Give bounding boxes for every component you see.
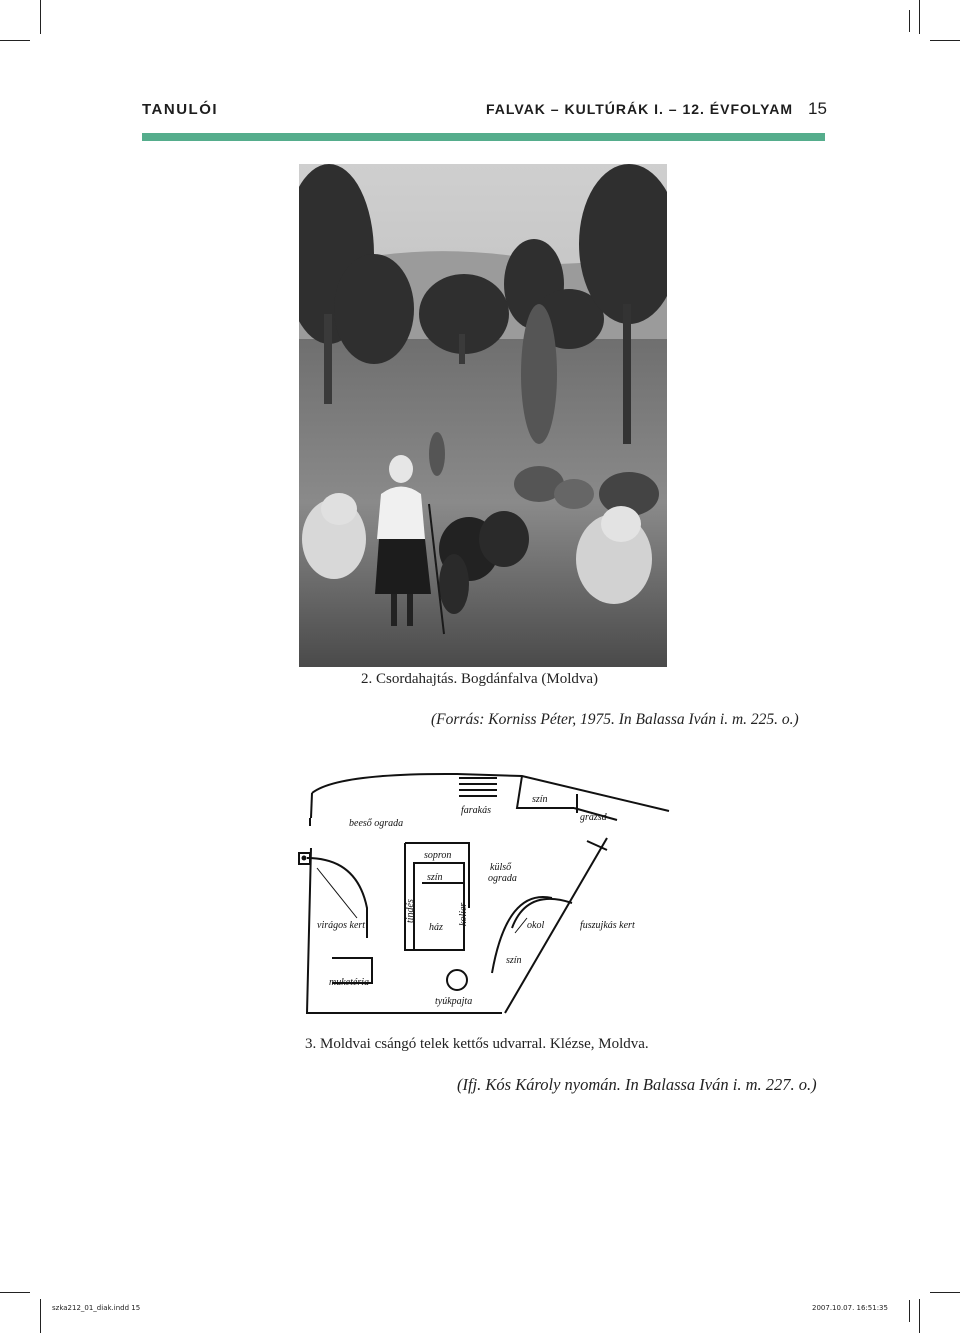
crop-mark (919, 0, 920, 34)
courtyard-site-plan (277, 758, 692, 1028)
crop-mark (0, 1292, 30, 1293)
plan-label-sopron: sopron (424, 850, 452, 861)
header-section-label: TANULÓI (142, 101, 219, 118)
plan-label-szin-top: szín (532, 794, 548, 805)
plan-label-szin-low: szín (506, 955, 522, 966)
plan-label-haz: ház (429, 922, 443, 933)
plan-label-kolier: kolier (458, 902, 469, 926)
crop-mark (909, 10, 910, 32)
page-number: 15 (808, 99, 827, 118)
crop-mark (909, 1300, 910, 1322)
slug-date: 2007.10.07. 16:51:35 (812, 1304, 888, 1312)
crop-mark (0, 40, 30, 41)
crop-mark (40, 1299, 41, 1333)
cattle-drive-photo (299, 164, 667, 667)
crop-mark (919, 1299, 920, 1333)
plan-label-fuszujkas-kert: fuszujkás kert (580, 920, 635, 931)
plan-label-muketeria: muketéria (329, 977, 369, 988)
plan-label-grazsd: grázsd (580, 812, 607, 823)
figure-source: (Ifj. Kós Károly nyomán. In Balassa Iván i. m. 227. o.) (457, 1075, 817, 1094)
crop-mark (930, 1292, 960, 1293)
figure-caption: 3. Moldvai csángó telek kettős udvarral. Klézse, Moldva. (305, 1036, 649, 1052)
plan-label-tyukpajta: tyúkpajta (435, 996, 473, 1007)
plan-label-szin-mid: szín (427, 872, 443, 883)
header-course-title: FALVAK – KULTÚRÁK I. – 12. ÉVFOLYAM (486, 101, 794, 117)
figure-source: (Forrás: Korniss Péter, 1975. In Balassa Iván i. m. 225. o.) (431, 711, 799, 728)
plan-label-ograda: ograda (488, 873, 517, 884)
crop-mark (40, 0, 41, 34)
header-accent-bar (142, 133, 825, 141)
plan-label-tinda: tindés (405, 899, 416, 923)
slug-file: szka212_01_diak.indd 15 (52, 1304, 141, 1312)
plan-label-farakas: farakás (461, 805, 491, 816)
plan-label-beeso-ograda: beeső ograda (349, 818, 404, 829)
plan-label-kulso: külső (490, 862, 512, 873)
figure-caption: 2. Csordahajtás. Bogdánfalva (Moldva) (361, 671, 599, 687)
crop-mark (930, 40, 960, 41)
plan-label-okol: okol (527, 920, 545, 931)
plan-label-viragos-kert: virágos kert (317, 920, 366, 931)
